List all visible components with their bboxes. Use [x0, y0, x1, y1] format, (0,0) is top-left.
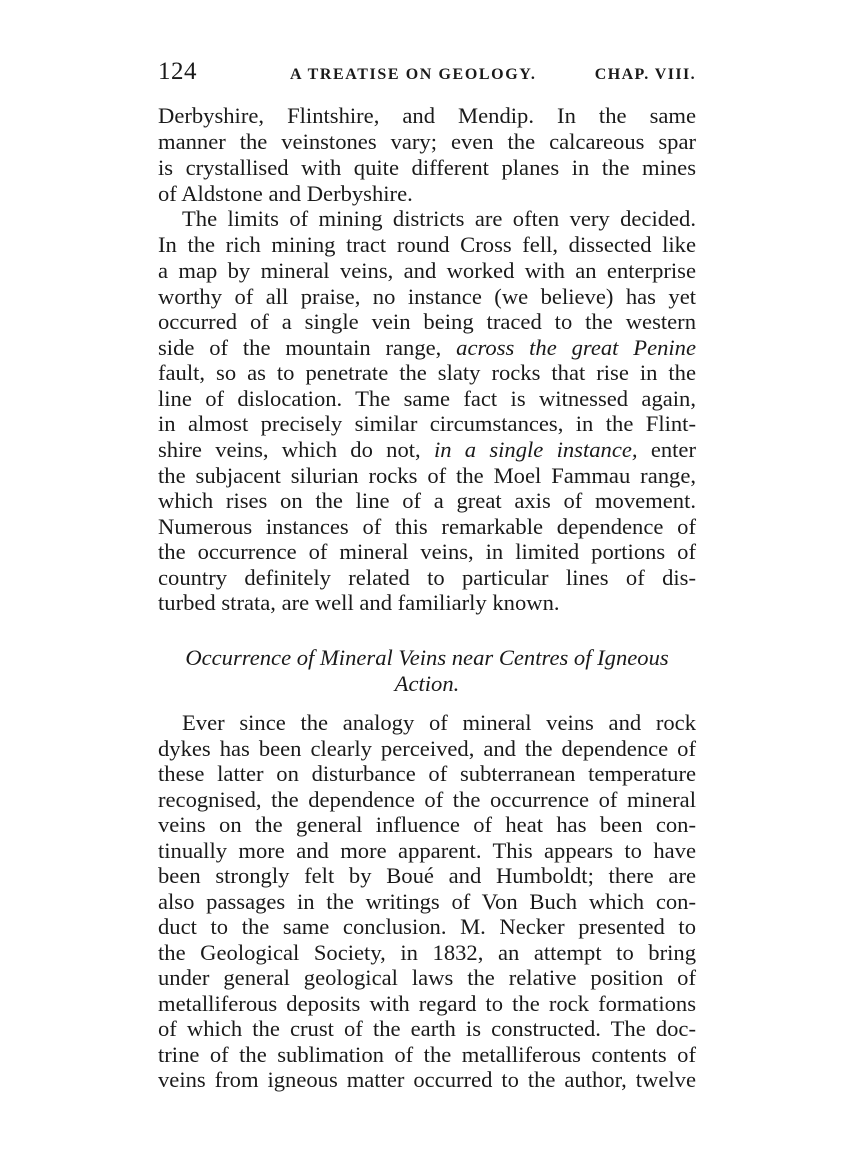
running-head — [158, 58, 696, 92]
text-line: also passages in the writings of Von Buch which con- — [158, 889, 696, 914]
text-line: a map by mineral veins, and worked with an enterprise — [158, 258, 696, 283]
text-line: trine of the sublimation of the metalliferous contents of — [158, 1042, 696, 1067]
text-line: been strongly felt by Boué and Humboldt; there are — [158, 863, 696, 888]
text-line: The limits of mining districts are often very decided. — [182, 206, 696, 231]
text-line: country definitely related to particular lines of dis- — [158, 565, 696, 590]
text-line: Numerous instances of this remarkable dependence of — [158, 514, 696, 539]
text-line: dykes has been clearly perceived, and the dependence of — [158, 736, 696, 761]
text-line: the subjacent silurian rocks of the Moel Fammau range, — [158, 463, 696, 488]
text-line: line of dislocation. The same fact is witnessed again, — [158, 386, 696, 411]
text-line: veins on the general influence of heat has been con- — [158, 812, 696, 837]
text-line: duct to the same conclusion. M. Necker presented to — [158, 914, 696, 939]
text-line: tinually more and more apparent. This appears to have — [158, 838, 696, 863]
text-line: In the rich mining tract round Cross fell, dissected like — [158, 232, 696, 257]
text-line: of which the crust of the earth is constructed. The doc- — [158, 1016, 696, 1041]
text-line: fault, so as to penetrate the slaty rocks that rise in the — [158, 360, 696, 385]
section-heading: Occurrence of Mineral Veins near Centres of Igneous — [185, 645, 669, 670]
text-line: of Aldstone and Derbyshire. — [158, 181, 413, 206]
text-line: which rises on the line of a great axis of movement. — [158, 488, 696, 513]
text-line: occurred of a single vein being traced to the western — [158, 309, 696, 334]
page-number: 124 — [158, 58, 197, 85]
text-line: Derbyshire, Flintshire, and Mendip. In the same — [158, 103, 696, 128]
text-line: in almost precisely similar circumstances, in the Flint- — [158, 411, 696, 436]
text-line: these latter on disturbance of subterranean temperature — [158, 761, 696, 786]
section-heading-continuation: Action. — [394, 671, 460, 696]
text-run: shire veins, which do not, — [158, 437, 434, 462]
text-line: Ever since the analogy of mineral veins and rock — [182, 710, 696, 735]
running-head-chapter: CHAP. VIII. — [594, 66, 696, 83]
text-run: enter — [637, 437, 696, 462]
running-head-title: A TREATISE ON GEOLOGY. — [290, 66, 537, 83]
text-run: side of the mountain range, — [158, 335, 457, 360]
text-line: the Geological Society, in 1832, an attempt to bring — [158, 940, 696, 965]
italic-phrase: in a single instance, — [433, 437, 638, 462]
text-line: manner the veinstones vary; even the calcareous spar — [158, 129, 696, 154]
text-line: under general geological laws the relative position of — [158, 965, 696, 990]
text-line: turbed strata, are well and familiarly known. — [158, 590, 560, 615]
text-line: veins from igneous matter occurred to the author, twelve — [158, 1067, 696, 1092]
text-line: is crystallised with quite different planes in the mines — [158, 155, 696, 180]
text-line: metalliferous deposits with regard to the rock formations — [158, 991, 696, 1016]
text-line: the occurrence of mineral veins, in limited portions of — [158, 539, 696, 564]
text-line: recognised, the dependence of the occurrence of mineral — [158, 787, 696, 812]
text-line: worthy of all praise, no instance (we believe) has yet — [158, 284, 696, 309]
italic-phrase: across the great Penine — [456, 335, 696, 360]
